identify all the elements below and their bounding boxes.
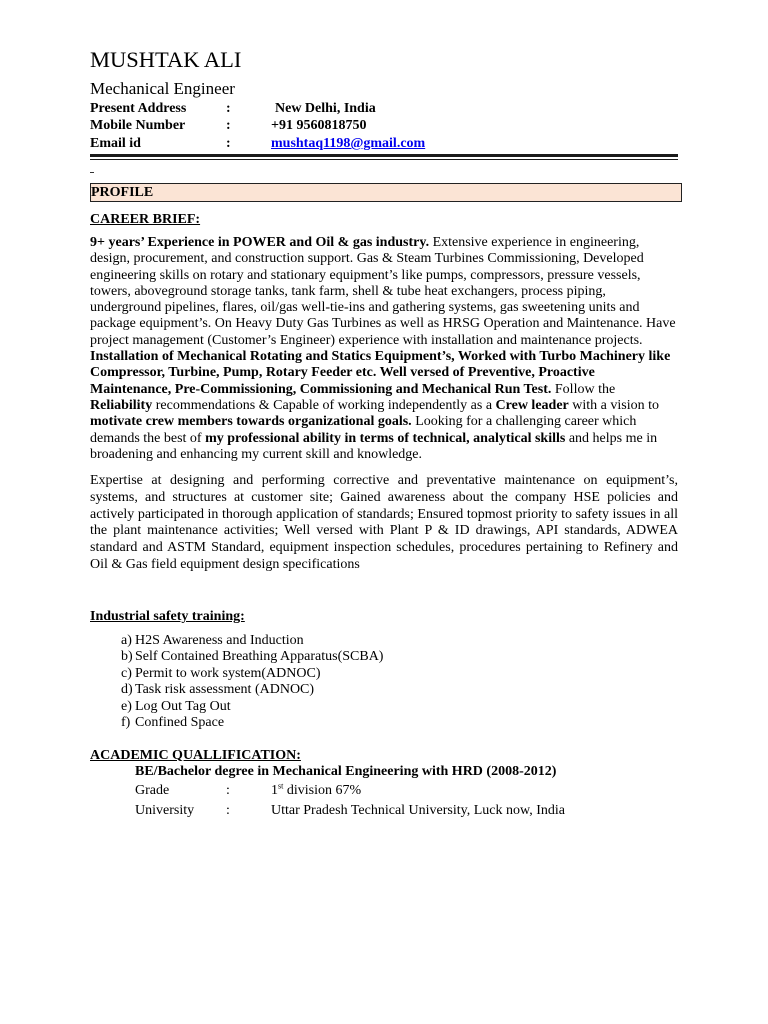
contact-label: Email id (90, 136, 141, 151)
summary-text: Reliability (90, 397, 153, 413)
safety-training-list (121, 633, 383, 731)
summary-text: Installation of Mechanical Rotating and Statics Equipment’s, Worked with Turbo Machinery like Compressor, Turbine, Pump, Rotary Feeder etc. Well versed of Preventive, Proactive Maintenance, Pre-Commissioning, Commissioning and Mechanical Run Test. (90, 349, 671, 397)
grade-label: Grade (135, 783, 170, 798)
list-item (121, 666, 383, 682)
summary-text: with a vision to (568, 397, 659, 413)
profile-heading: PROFILE (91, 185, 154, 200)
contact-separator: : (226, 136, 231, 151)
contact-value-address: New Delhi, India (275, 101, 376, 116)
grade-separator: : (226, 783, 230, 798)
contact-value-mobile: +91 9560818750 (271, 118, 367, 133)
safety-training-heading: Industrial safety training: (90, 609, 245, 624)
summary-text: my professional ability in terms of technical, analytical skills (205, 430, 566, 446)
summary-text: recommendations & Capable of working independently as a (152, 397, 496, 413)
summary-text: and helps me in broadening and enhancing my current skill and knowledge. (90, 430, 658, 462)
list-marker: d) (121, 682, 133, 698)
summary-text: Crew leader (495, 397, 569, 413)
academic-heading: ACADEMIC QUALLIFICATION: (90, 748, 301, 763)
profile-section-bar (90, 183, 682, 202)
list-item-text: Permit to work system(ADNOC) (135, 665, 321, 681)
list-marker: f) (121, 715, 131, 731)
university-label: University (135, 803, 195, 818)
university-separator: : (226, 803, 230, 818)
summary-text: 9+ years’ Experience in POWER and Oil & gas industry. (90, 235, 430, 250)
list-item (121, 649, 383, 665)
list-item (121, 633, 383, 649)
list-marker: b) (121, 649, 133, 665)
grade-number: 1 (271, 783, 278, 798)
list-item-text: Log Out Tag Out (135, 698, 231, 714)
list-marker: a) (121, 633, 132, 648)
university-value: Uttar Pradesh Technical University, Luck now, India (271, 803, 565, 818)
summary-text: Follow the (551, 381, 616, 397)
header-divider-thin (90, 159, 678, 160)
list-item-text: Confined Space (135, 715, 225, 731)
contact-label: Mobile Number (90, 118, 186, 133)
list-marker: c) (121, 665, 132, 681)
grade-value (271, 783, 361, 799)
list-item (121, 682, 383, 698)
career-summary-paragraph (90, 235, 678, 463)
list-marker: e) (121, 698, 132, 714)
grade-ordinal: st (278, 781, 284, 791)
header-divider-thick (90, 154, 678, 157)
contact-separator: : (226, 118, 231, 133)
summary-text: motivate crew members towards organizational goals. (90, 414, 412, 430)
stray-dash (90, 172, 94, 173)
candidate-role: Mechanical Engineer (90, 79, 235, 98)
list-item (121, 699, 383, 715)
summary-text: Looking for a challenging career which demands the best of (90, 414, 637, 446)
list-item-text: H2S Awareness and Induction (135, 633, 304, 648)
degree-title: BE/Bachelor degree in Mechanical Engineering with HRD (2008-2012) (135, 764, 557, 779)
expertise-paragraph: Expertise at designing and performing corrective and preventative maintenance on equipment’s, systems, and structures at customer site; Gained awareness about the company HSE policies and actively participated in thorough application of standards; Ensured topmost priority to safety issues in all the plant maintenance activities; Well versed with Plant P & ID drawings, API standards, ADWEA standard and ASTM Standard, equipment inspection schedules, procedures pertaining to Refinery and Oil & Gas field equipment design specifications (90, 473, 678, 572)
contact-separator: : (226, 101, 231, 116)
contact-label: Present Address (90, 101, 187, 116)
list-item (121, 715, 383, 731)
career-brief-heading: CAREER BRIEF: (90, 212, 201, 227)
list-item-text: Self Contained Breathing Apparatus(SCBA) (135, 649, 384, 665)
list-item-text: Task risk assessment (ADNOC) (135, 682, 315, 698)
candidate-name: MUSHTAK ALI (90, 47, 242, 72)
summary-text: Extensive experience in engineering, design, procurement, and construction support. Gas & Steam Turbines Commissioning, Developed engineering skills on rotary and stationary equipment’s like pumps, compressors, pressure vessels, towers, aboveground storage tanks, tank farm, shell & tube heat exchangers, process piping, underground pipelines, flares, oil/gas well-tie-ins and gathering systems, gas sweetening units and package equipment’s. On Heavy Duty Gas Turbines as well as HRSG Operation and Maintenance. Have project management (Customer’s Engineer) experience with installation and maintenance projects. (90, 235, 676, 348)
grade-division: division 67% (283, 783, 362, 798)
email-link[interactable]: mushtaq1198@gmail.com (271, 136, 426, 151)
